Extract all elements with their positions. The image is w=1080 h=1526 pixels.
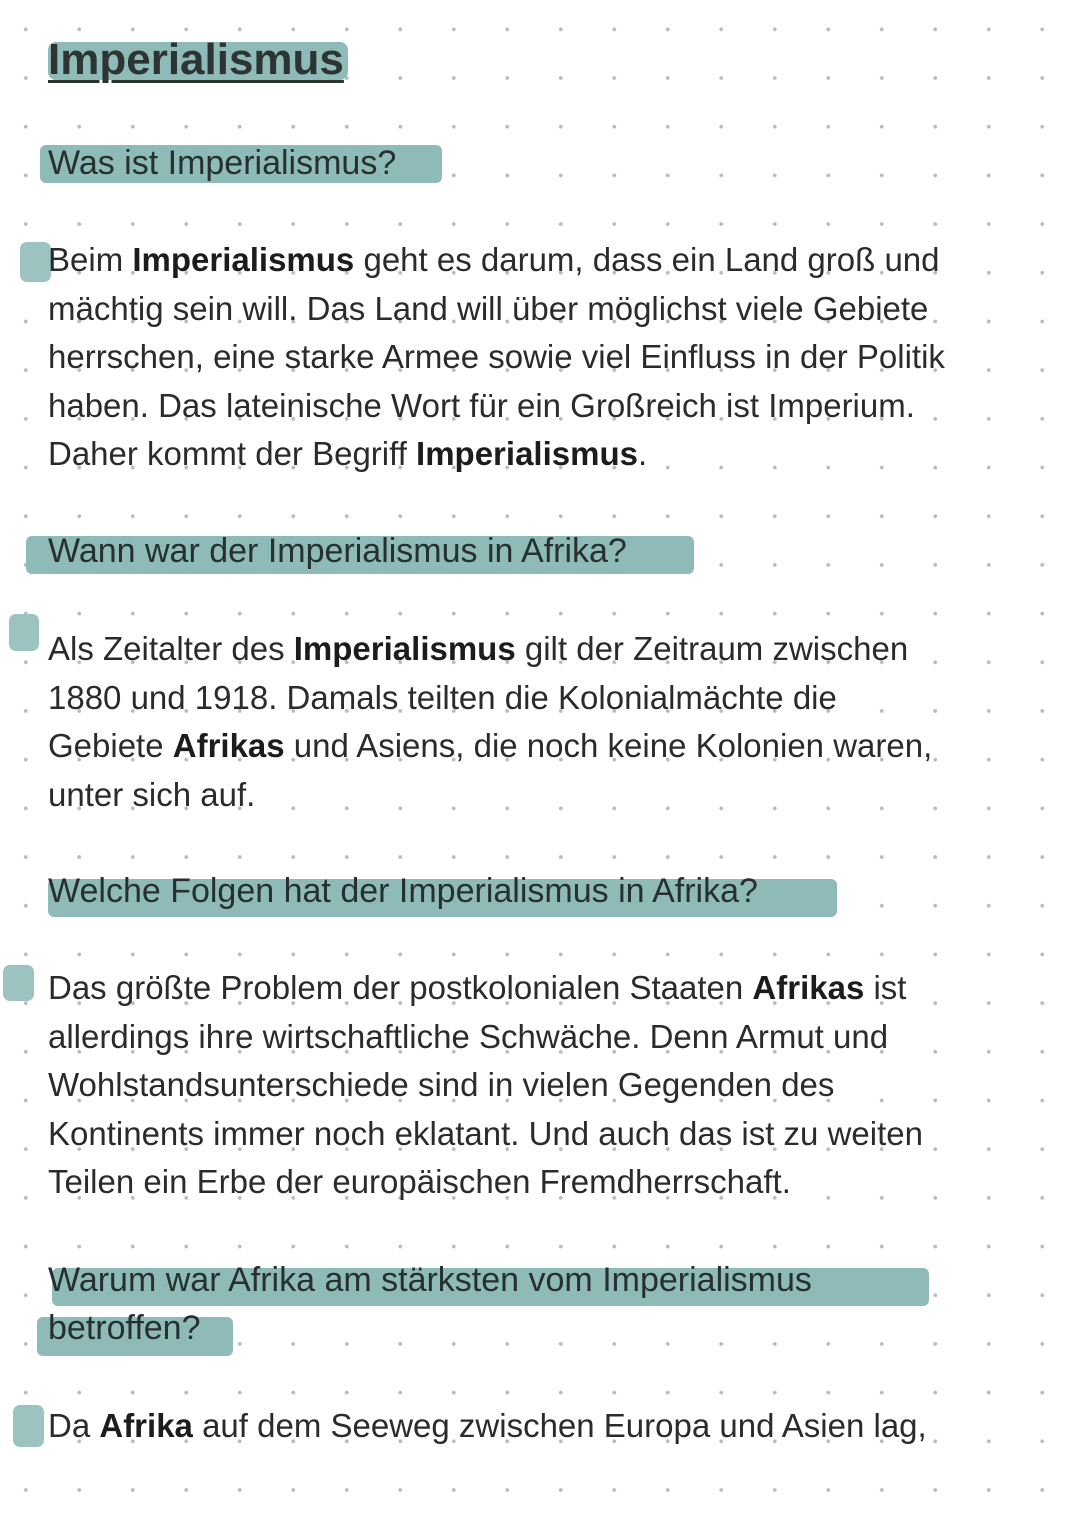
- paragraph-marker: [9, 614, 39, 651]
- paragraph-text: geht es darum, dass ein Land groß und mächtig sein will. Das Land will über möglichst viele Gebiete herrschen, eine starke Armee sowie viel Einfluss in der Politik haben. Das lateinische Wort für ein Großreich ist Imperium. Daher kommt der Begriff: [48, 241, 945, 473]
- section-paragraph: [48, 964, 1038, 1207]
- section-heading-line: betroffen?: [48, 1309, 201, 1347]
- paragraph-text: .: [637, 435, 648, 473]
- paragraph-marker: [20, 242, 51, 282]
- section-heading-line: Warum war Afrika am stärksten vom Imperialismus: [48, 1261, 812, 1299]
- paragraph-marker: [3, 965, 34, 1001]
- bold-term: Afrikas: [752, 969, 865, 1006]
- paragraph-text: und Asiens, die noch keine Kolonien waren, unter sich auf.: [48, 727, 933, 813]
- section-heading: Wann war der Imperialismus in Afrika?: [48, 532, 627, 570]
- bold-term: Imperialismus: [293, 630, 516, 667]
- page-title: Imperialismus: [48, 35, 344, 84]
- section-heading: Was ist Imperialismus?: [48, 144, 397, 182]
- bold-term: Imperialismus: [416, 435, 638, 473]
- section-heading: Welche Folgen hat der Imperialismus in Afrika?: [48, 872, 758, 910]
- section-paragraph: [48, 236, 1038, 479]
- paragraph-text: Das größte Problem der postkolonialen Staaten: [48, 969, 753, 1006]
- paragraph-text: auf dem Seeweg zwischen Europa und Asien lag,: [192, 1407, 927, 1444]
- bold-term: Imperialismus: [132, 241, 355, 278]
- paragraph-text: gilt der Zeitraum zwischen 1880 und 1918. Damals teilten die Kolonialmächte die Gebiete: [48, 630, 909, 765]
- bold-term: Afrika: [99, 1407, 193, 1444]
- paragraph-text: Da: [48, 1407, 100, 1444]
- paragraph-text: Als Zeitalter des: [48, 630, 294, 667]
- paragraph-marker: [13, 1405, 44, 1447]
- section-paragraph: [48, 625, 1038, 819]
- section-paragraph: [48, 1402, 1038, 1451]
- paragraph-text: ist allerdings ihre wirtschaftliche Schwäche. Denn Armut und Wohlstandsunterschiede sind in vielen Gegenden des Kontinents immer noch eklatant. Und auch das ist zu weiten Teilen ein Erbe der europäischen Fremdherrschaft.: [48, 969, 923, 1201]
- bold-term: Afrikas: [172, 727, 285, 765]
- paragraph-text: Beim: [48, 241, 133, 278]
